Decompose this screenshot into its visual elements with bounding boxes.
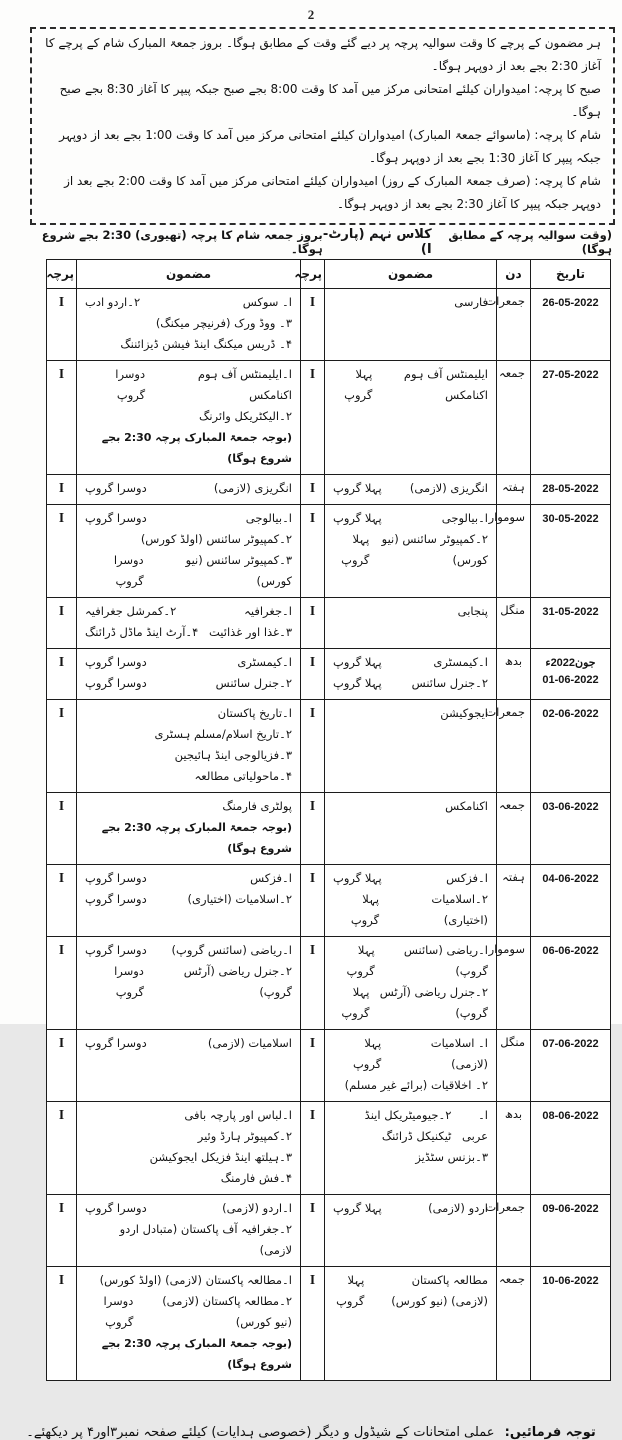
schedule-row <box>47 598 611 649</box>
footer-note <box>0 1425 622 1440</box>
subject-line <box>85 673 292 694</box>
col-header-date: تاریخ <box>531 260 611 289</box>
date-text: 26-05-2022 <box>542 297 599 309</box>
subject-text: پہلا گروپ <box>333 481 382 495</box>
subject-line <box>85 601 292 622</box>
schedule-row <box>47 1195 611 1267</box>
subject-text: ۲۔الیکٹریکل وائرنگ <box>199 409 292 423</box>
subject-text: ۲۔کمرشل جغرافیہ <box>85 604 177 618</box>
subject-cell-group2 <box>77 1030 301 1102</box>
paper-cell-group2: I <box>47 289 77 361</box>
paper-cell-group1: I <box>301 793 325 865</box>
schedule-row <box>47 1267 611 1381</box>
paper-cell-group1: I <box>301 505 325 598</box>
date-cell <box>531 1102 611 1195</box>
subject-line <box>85 529 292 550</box>
subject-text: ا۔بیالوجی <box>441 511 488 525</box>
subject-text: پہلا گروپ <box>341 532 370 567</box>
paper-cell-group2: I <box>47 361 77 475</box>
subject-text: ۴۔فش فارمنگ <box>220 1171 292 1185</box>
day-cell: جمعرات <box>497 1195 531 1267</box>
subject-text: دوسرا گروپ <box>85 892 147 906</box>
subject-text: (بوجہ جمعۃ المبارک پرچہ 2:30 بجے شروع ہوگا) <box>101 1337 292 1371</box>
subject-line <box>333 652 488 673</box>
subject-cell-group1 <box>325 361 497 475</box>
date-cell <box>531 598 611 649</box>
date-text: جون2022ء <box>545 657 596 669</box>
paper-cell-group2: I <box>47 1195 77 1267</box>
subject-line <box>333 868 488 889</box>
subject-text: ۲۔جنرل سائنس <box>411 676 488 690</box>
subject-line <box>333 478 488 499</box>
subject-line <box>85 745 292 766</box>
schedule-table-body <box>47 289 611 1381</box>
subject-line <box>333 1105 488 1147</box>
subject-line <box>85 1219 292 1261</box>
title-time-note: (وقت سوالیہ پرچہ کے مطابق ہوگا) <box>448 228 612 256</box>
subject-text: دوسرا گروپ <box>113 553 144 588</box>
day-cell: جمعہ <box>497 1267 531 1381</box>
paper-cell-group1: I <box>301 1195 325 1267</box>
subject-text: دوسرا گروپ <box>85 871 147 885</box>
subject-line <box>85 703 292 724</box>
subject-cell-group1 <box>325 1267 497 1381</box>
subject-cell-group2 <box>77 598 301 649</box>
subject-line <box>85 1291 292 1333</box>
subject-text: ا۔مطالعہ پاکستان (لازمی) (اولڈ کورس) <box>99 1273 292 1287</box>
subject-line <box>85 724 292 745</box>
subject-text: پہلا گروپ <box>336 1273 365 1308</box>
table-header-row <box>47 260 611 289</box>
paper-cell-group1: I <box>301 649 325 700</box>
subject-text: ۴۔آرٹ اینڈ ماڈل ڈرائنگ <box>85 625 199 639</box>
subject-text: ۴۔ماحولیاتی مطالعہ <box>194 769 292 783</box>
day-cell: بدھ <box>497 649 531 700</box>
subject-text: ۲۔تاریخ اسلام/مسلم ہسٹری <box>154 727 292 741</box>
subject-line <box>85 1033 292 1054</box>
class-title: کلاس نہم (پارٹ-I) <box>322 227 432 257</box>
instruction-line: صبح کا پرچہ: امیدواران کیلئے امتحانی مرکز میں آمد کا وقت 8:00 بجے صبح جبکہ پیپر کا آغاز 8:30 بجے صبح ہوگا۔ <box>59 82 601 119</box>
subject-text: ا۔ سوکس <box>242 295 292 309</box>
subject-cell-group1 <box>325 865 497 937</box>
subject-text: پولٹری فارمنگ <box>222 799 292 813</box>
instruction-line: شام کا پرچہ: (ماسوائے جمعۃ المبارک) امیدواران کیلئے امتحانی مرکز میں آمد کا وقت 1:00 بجے بعد از دوپہر جبکہ پیپر کا آغاز 1:30 بجے بعد از دوپہر ہوگا۔ <box>59 128 601 165</box>
subject-text: اکنامکس <box>445 799 488 813</box>
paper-cell-group2: I <box>47 937 77 1030</box>
day-cell: جمعہ <box>497 793 531 865</box>
subject-cell-group1 <box>325 1195 497 1267</box>
subject-text: ایلیمنٹس آف ہوم اکنامکس <box>403 367 488 402</box>
subject-cell-group1 <box>325 1102 497 1195</box>
paper-cell-group1: I <box>301 475 325 505</box>
col-header-subject-group2: مضمون <box>77 260 301 289</box>
subject-line <box>85 961 292 1003</box>
subject-cell-group2 <box>77 505 301 598</box>
day-cell: ہفتہ <box>497 475 531 505</box>
paper-cell-group2: I <box>47 505 77 598</box>
subject-text: ۳۔ ووڈ ورک (فرنیچر میکنگ) <box>155 316 292 330</box>
subject-line <box>85 1168 292 1189</box>
subject-text: پہلا گروپ <box>333 655 382 669</box>
date-text: 03-06-2022 <box>542 801 599 813</box>
subject-text: پہلا گروپ <box>352 1036 382 1071</box>
date-cell <box>531 700 611 793</box>
paper-cell-group2: I <box>47 1030 77 1102</box>
subject-text: ۲۔اردو ادب <box>85 295 141 309</box>
subject-text: ا۔ اسلامیات (لازمی) <box>430 1036 488 1071</box>
subject-cell-group2 <box>77 1267 301 1381</box>
day-cell: جمعرات <box>497 289 531 361</box>
subject-text: ا۔اردو (لازمی) <box>222 1201 292 1215</box>
subject-text: پہلا گروپ <box>333 871 382 885</box>
subject-line <box>333 940 488 982</box>
paper-cell-group1: I <box>301 289 325 361</box>
subject-line <box>85 889 292 910</box>
subject-text: ۳۔کمپیوٹر سائنس (نیو کورس) <box>185 553 292 588</box>
subject-line <box>333 529 488 571</box>
subject-cell-group2 <box>77 865 301 937</box>
subject-text: ۲۔مطالعہ پاکستان (لازمی) (نیو کورس) <box>162 1294 292 1329</box>
subject-line <box>333 1198 488 1219</box>
col-header-day: دن <box>497 260 531 289</box>
instructions-box <box>30 27 615 225</box>
footer-text: عملی امتحانات کے شیڈول و دیگر (خصوصی ہدایات) کیلئے صفحہ نمبر۳اور۴ پر دیکھئے۔ <box>26 1425 495 1440</box>
date-text: 04-06-2022 <box>542 873 599 885</box>
date-cell <box>531 1195 611 1267</box>
subject-text: ۳۔غذا اور غذائیت <box>209 625 292 639</box>
date-cell <box>531 865 611 937</box>
subject-line <box>333 673 488 694</box>
subject-text: ا۔لباس اور پارچہ بافی <box>184 1108 292 1122</box>
subject-text: پہلا گروپ <box>346 943 375 978</box>
subject-text: (بوجہ جمعۃ المبارک پرچہ 2:30 بجے شروع ہوگا) <box>101 431 292 465</box>
subject-text: (بوجہ جمعۃ المبارک پرچہ 2:30 بجے شروع ہوگا) <box>101 821 292 855</box>
date-cell <box>531 1267 611 1381</box>
paper-cell-group2: I <box>47 700 77 793</box>
subject-text: دوسرا گروپ <box>85 1201 147 1215</box>
subject-text: ا۔جغرافیہ <box>244 604 292 618</box>
subject-text: ۲۔جنرل ریاضی (آرٹس گروپ) <box>379 985 488 1020</box>
subject-line <box>333 1033 488 1075</box>
subject-line <box>85 364 292 406</box>
subject-text: ا۔ایلیمنٹس آف ہوم اکنامکس <box>197 367 292 402</box>
subject-cell-group2 <box>77 1102 301 1195</box>
subject-line <box>85 1126 292 1147</box>
subject-text: دوسرا گروپ <box>85 1036 147 1050</box>
subject-cell-group2 <box>77 793 301 865</box>
day-cell: جمعہ <box>497 361 531 475</box>
paper-cell-group2: I <box>47 1102 77 1195</box>
subject-cell-group2 <box>77 649 301 700</box>
subject-line <box>333 1147 488 1168</box>
subject-text: ا۔فزکس <box>446 871 488 885</box>
date-cell <box>531 475 611 505</box>
subject-text: ۲۔جنرل سائنس <box>215 676 292 690</box>
subject-line <box>85 292 292 313</box>
subject-line <box>85 766 292 787</box>
subject-line <box>333 703 488 724</box>
date-text: 09-06-2022 <box>542 1203 599 1215</box>
subject-cell-group1 <box>325 289 497 361</box>
subject-cell-group1 <box>325 505 497 598</box>
subject-text: ۲۔جیومیٹریکل اینڈ ٹیکنیکل ڈرائنگ <box>364 1108 452 1143</box>
subject-text: پہلا گروپ <box>333 1201 382 1215</box>
subject-text: دوسرا گروپ <box>85 655 147 669</box>
schedule-row <box>47 1030 611 1102</box>
subject-line <box>333 508 488 529</box>
subject-line <box>85 652 292 673</box>
paper-cell-group1: I <box>301 1030 325 1102</box>
subject-cell-group1 <box>325 475 497 505</box>
subject-text: ۲۔جنرل ریاضی (آرٹس گروپ) <box>183 964 292 999</box>
subject-text: ا۔کیمسٹری <box>433 655 488 669</box>
schedule-row <box>47 649 611 700</box>
page-number: 2 <box>307 7 315 22</box>
date-text: 31-05-2022 <box>542 606 599 618</box>
paper-cell-group1: I <box>301 937 325 1030</box>
subject-line <box>85 1198 292 1219</box>
paper-cell-group1: I <box>301 1102 325 1195</box>
subject-text: فارسی <box>454 295 488 309</box>
subject-text: ۴۔ ڈریس میکنگ اینڈ فیشن ڈیزائننگ <box>120 337 292 351</box>
paper-cell-group2: I <box>47 865 77 937</box>
subject-line <box>85 940 292 961</box>
schedule-row <box>47 475 611 505</box>
subject-text: دوسرا گروپ <box>114 964 144 999</box>
subject-line <box>333 1270 488 1312</box>
col-header-paper-group1: پرچہ <box>301 260 325 289</box>
paper-cell-group1: I <box>301 361 325 475</box>
schedule-row <box>47 505 611 598</box>
subject-text: دوسرا گروپ <box>103 1294 134 1329</box>
day-cell: ہفتہ <box>497 865 531 937</box>
date-cell <box>531 649 611 700</box>
subject-text: ا۔ریاضی (سائنس گروپ) <box>171 943 292 957</box>
instruction-line: ہر مضمون کے پرچے کا وقت سوالیہ پرچہ پر دیے گئے وقت کے مطابق ہوگا۔ بروز جمعۃ المبارک شام کے پرچے کا آغاز 2:30 بجے بعد از دوپہر ہوگا۔ <box>45 36 601 73</box>
subject-line <box>85 406 292 427</box>
subject-text: ۲۔اسلامیات (اختیاری) <box>431 892 488 927</box>
subject-line <box>333 796 488 817</box>
subject-text: پہلا گروپ <box>333 511 382 525</box>
col-header-subject-group1: مضمون <box>325 260 497 289</box>
date-cell <box>531 289 611 361</box>
subject-text: ا۔بیالوجی <box>245 511 292 525</box>
subject-cell-group2 <box>77 700 301 793</box>
subject-text: ۲۔کمپیوٹر ہارڈ وئیر <box>197 1129 292 1143</box>
subject-line <box>85 508 292 529</box>
subject-line <box>333 889 488 931</box>
subject-cell-group1 <box>325 649 497 700</box>
subject-cell-group1 <box>325 937 497 1030</box>
schedule-row <box>47 361 611 475</box>
day-cell: سوموار <box>497 505 531 598</box>
subject-text: ا۔عربی <box>462 1108 488 1143</box>
date-text: 06-06-2022 <box>542 945 599 957</box>
subject-text: پہلا گروپ <box>333 676 382 690</box>
subject-text: دوسرا گروپ <box>85 511 147 525</box>
day-cell: بدھ <box>497 1102 531 1195</box>
paper-cell-group1: I <box>301 598 325 649</box>
friday-evening-note: بروز جمعہ شام کا پرچہ (تھیوری) 2:30 بجے شروع ہوگا۔ <box>41 228 323 256</box>
subject-line <box>85 1270 292 1291</box>
subject-text: دوسرا گروپ <box>85 676 147 690</box>
title-row <box>34 227 612 257</box>
subject-text: ا۔تاریخ پاکستان <box>217 706 292 720</box>
date-cell <box>531 1030 611 1102</box>
subject-text: ا۔ریاضی (سائنس گروپ) <box>403 943 488 978</box>
subject-cell-group1 <box>325 1030 497 1102</box>
subject-cell-group2 <box>77 475 301 505</box>
subject-text: ۲۔جغرافیہ آف پاکستان (متبادل اردو لازمی) <box>119 1222 292 1257</box>
schedule-row <box>47 1102 611 1195</box>
subject-line <box>333 364 488 406</box>
paper-cell-group1: I <box>301 1267 325 1381</box>
day-cell: منگل <box>497 598 531 649</box>
subject-line <box>85 1333 292 1375</box>
date-cell <box>531 793 611 865</box>
subject-text: اسلامیات (لازمی) <box>207 1036 292 1050</box>
schedule-row <box>47 289 611 361</box>
date-cell <box>531 505 611 598</box>
timetable-container <box>46 259 610 1381</box>
subject-text: ۲۔کمپیوٹر سائنس (نیو کورس) <box>381 532 488 567</box>
subject-line <box>85 313 292 334</box>
subject-line <box>85 622 292 643</box>
subject-text: ۲۔کمپیوٹر سائنس (اولڈ کورس) <box>140 532 292 546</box>
subject-text: دوسرا گروپ <box>85 943 147 957</box>
subject-line <box>85 817 292 859</box>
paper-cell-group1: I <box>301 700 325 793</box>
paper-cell-group1: I <box>301 865 325 937</box>
date-text: 02-06-2022 <box>542 708 599 720</box>
subject-line <box>85 427 292 469</box>
subject-line <box>85 550 292 592</box>
subject-line <box>85 478 292 499</box>
subject-text: دوسرا گروپ <box>85 481 147 495</box>
subject-cell-group2 <box>77 937 301 1030</box>
date-text: 07-06-2022 <box>542 1038 599 1050</box>
subject-text: پہلا گروپ <box>350 892 380 927</box>
day-cell: سوموار <box>497 937 531 1030</box>
subject-text: مطالعہ پاکستان (لازمی) (نیو کورس) <box>391 1273 488 1308</box>
schedule-row <box>47 793 611 865</box>
date-text: 01-06-2022 <box>542 674 599 686</box>
subject-text: پہلا گروپ <box>344 367 373 402</box>
subject-text: ایجوکیشن <box>440 706 488 720</box>
subject-text: پنجابی <box>457 604 488 618</box>
subject-cell-group2 <box>77 289 301 361</box>
subject-text: ۲۔ اخلاقیات (برائے غیر مسلم) <box>344 1078 488 1092</box>
subject-cell-group2 <box>77 1195 301 1267</box>
subject-text: ا۔کیمسٹری <box>237 655 292 669</box>
subject-cell-group1 <box>325 700 497 793</box>
paper-cell-group2: I <box>47 793 77 865</box>
schedule-row <box>47 865 611 937</box>
subject-text: ۲۔اسلامیات (اختیاری) <box>187 892 292 906</box>
subject-line <box>85 868 292 889</box>
subject-text: ا۔فزکس <box>250 871 292 885</box>
subject-text: اردو (لازمی) <box>428 1201 488 1215</box>
subject-line <box>333 292 488 313</box>
date-text: 08-06-2022 <box>542 1110 599 1122</box>
subject-line <box>333 601 488 622</box>
subject-line <box>85 1147 292 1168</box>
paper-cell-group2: I <box>47 475 77 505</box>
subject-cell-group2 <box>77 361 301 475</box>
subject-text: انگریزی (لازمی) <box>409 481 488 495</box>
subject-text: ۳۔فزیالوجی اینڈ ہائیجین <box>174 748 292 762</box>
date-cell <box>531 937 611 1030</box>
date-text: 28-05-2022 <box>542 483 599 495</box>
instruction-line: شام کا پرچہ: (صرف جمعۃ المبارک کے روز) امیدواران کیلئے امتحانی مرکز میں آمد کا وقت 2:00 بجے بعد از دوپہر جبکہ پیپر کا آغاز 2:30 بجے بعد از دوپہر ہوگا۔ <box>64 174 601 211</box>
schedule-row <box>47 937 611 1030</box>
paper-cell-group2: I <box>47 598 77 649</box>
subject-cell-group1 <box>325 598 497 649</box>
subject-text: پہلا گروپ <box>341 985 370 1020</box>
day-cell: منگل <box>497 1030 531 1102</box>
subject-line <box>85 796 292 817</box>
day-cell: جمعرات <box>497 700 531 793</box>
paper-cell-group2: I <box>47 1267 77 1381</box>
subject-line <box>85 334 292 355</box>
paper-cell-group2: I <box>47 649 77 700</box>
subject-line <box>85 1105 292 1126</box>
subject-text: دوسرا گروپ <box>115 367 146 402</box>
date-text: 10-06-2022 <box>542 1275 599 1287</box>
subject-cell-group1 <box>325 793 497 865</box>
schedule-table <box>46 259 611 1381</box>
date-text: 27-05-2022 <box>542 369 599 381</box>
subject-text: انگریزی (لازمی) <box>213 481 292 495</box>
date-cell <box>531 361 611 475</box>
col-header-paper-group2: پرچہ <box>47 260 77 289</box>
subject-line <box>333 982 488 1024</box>
subject-text: ۳۔ہیلتھ اینڈ فزیکل ایجوکیشن <box>149 1150 292 1164</box>
date-text: 30-05-2022 <box>542 513 599 525</box>
footer-label: توجہ فرمائیں: <box>504 1425 596 1440</box>
schedule-row <box>47 700 611 793</box>
subject-line <box>333 1075 488 1096</box>
subject-text: ۳۔بزنس سٹڈیز <box>415 1150 488 1164</box>
